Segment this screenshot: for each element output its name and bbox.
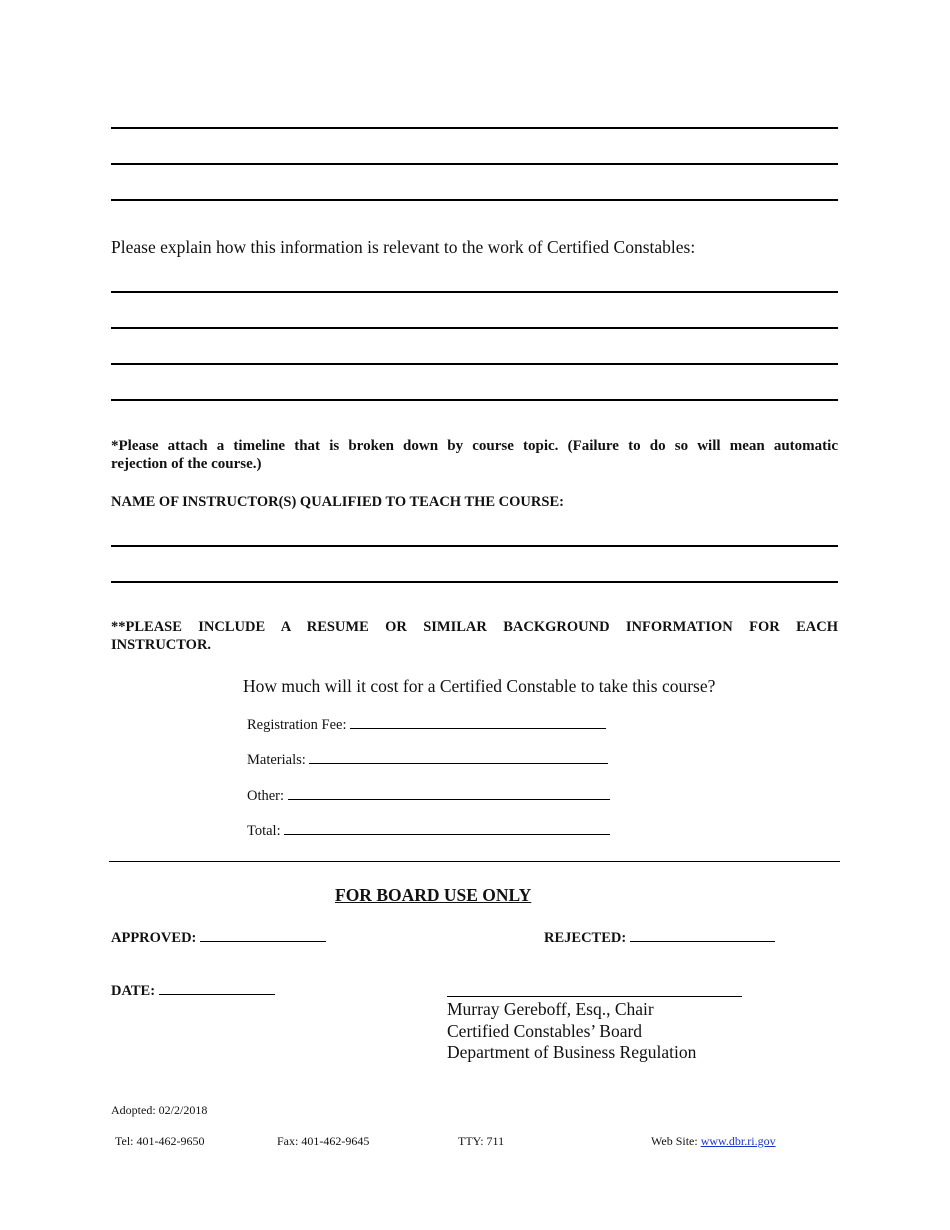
registration-fee-label: Registration Fee: — [247, 717, 347, 733]
relevance-line-2[interactable] — [111, 327, 838, 329]
board-use-heading: FOR BOARD USE ONLY — [335, 885, 532, 905]
registration-fee-field[interactable] — [350, 716, 606, 729]
other-row — [247, 787, 610, 805]
approved-row — [111, 929, 326, 947]
timeline-note-line-2: rejection of the course.) — [111, 456, 262, 472]
footer-tty: TTY: 711 — [458, 1134, 505, 1148]
instructor-line-1[interactable] — [111, 545, 838, 547]
total-field[interactable] — [284, 822, 610, 835]
footer-fax: Fax: 401-462-9645 — [277, 1134, 370, 1148]
signer-board: Certified Constables’ Board — [447, 1020, 643, 1041]
materials-field[interactable] — [309, 751, 608, 764]
materials-row — [247, 751, 608, 769]
answer-line-3[interactable] — [111, 199, 838, 201]
instructor-line-2[interactable] — [111, 581, 838, 583]
date-row — [111, 982, 275, 1000]
rejected-label: REJECTED: — [544, 930, 627, 946]
signature-line[interactable] — [447, 996, 742, 997]
total-row — [247, 822, 610, 840]
other-field[interactable] — [288, 787, 610, 800]
relevance-line-1[interactable] — [111, 291, 838, 293]
timeline-note — [111, 438, 838, 473]
timeline-note-line-1: *Please attach a timeline that is broken down by course topic. (Failure to do so will mean automatic — [111, 438, 838, 454]
approved-label: APPROVED: — [111, 930, 197, 946]
signer-name: Murray Gereboff, Esq., Chair — [447, 999, 654, 1019]
signer-block — [447, 999, 696, 1064]
relevance-prompt: Please explain how this information is relevant to the work of Certified Constables: — [111, 237, 696, 257]
date-field[interactable] — [159, 982, 275, 995]
resume-note — [111, 619, 838, 654]
resume-note-line-1: **PLEASE INCLUDE A RESUME OR SIMILAR BACKGROUND INFORMATION FOR EACH — [111, 619, 838, 635]
instructor-heading: NAME OF INSTRUCTOR(S) QUALIFIED TO TEACH THE COURSE: — [111, 494, 564, 510]
website-link[interactable]: www.dbr.ri.gov — [700, 1134, 776, 1148]
footer-website-label: Web Site: — [651, 1134, 698, 1148]
answer-line-2[interactable] — [111, 163, 838, 165]
other-label: Other: — [247, 788, 285, 804]
rejected-field[interactable] — [630, 929, 775, 942]
relevance-line-4[interactable] — [111, 399, 838, 401]
signer-dept: Department of Business Regulation — [447, 1042, 697, 1062]
adopted-date: Adopted: 02/2/2018 — [111, 1103, 208, 1117]
total-label: Total: — [247, 823, 281, 839]
approved-field[interactable] — [200, 929, 326, 942]
footer-tel: Tel: 401-462-9650 — [115, 1134, 205, 1148]
registration-fee-row — [247, 716, 606, 734]
cost-question: How much will it cost for a Certified Constable to take this course? — [243, 676, 716, 696]
footer-website — [651, 1134, 776, 1149]
resume-note-line-2: INSTRUCTOR. — [111, 637, 212, 653]
answer-line-1[interactable] — [111, 127, 838, 129]
materials-label: Materials: — [247, 752, 306, 768]
date-label: DATE: — [111, 983, 156, 999]
rejected-row — [544, 929, 775, 947]
section-divider — [109, 861, 840, 862]
relevance-line-3[interactable] — [111, 363, 838, 365]
